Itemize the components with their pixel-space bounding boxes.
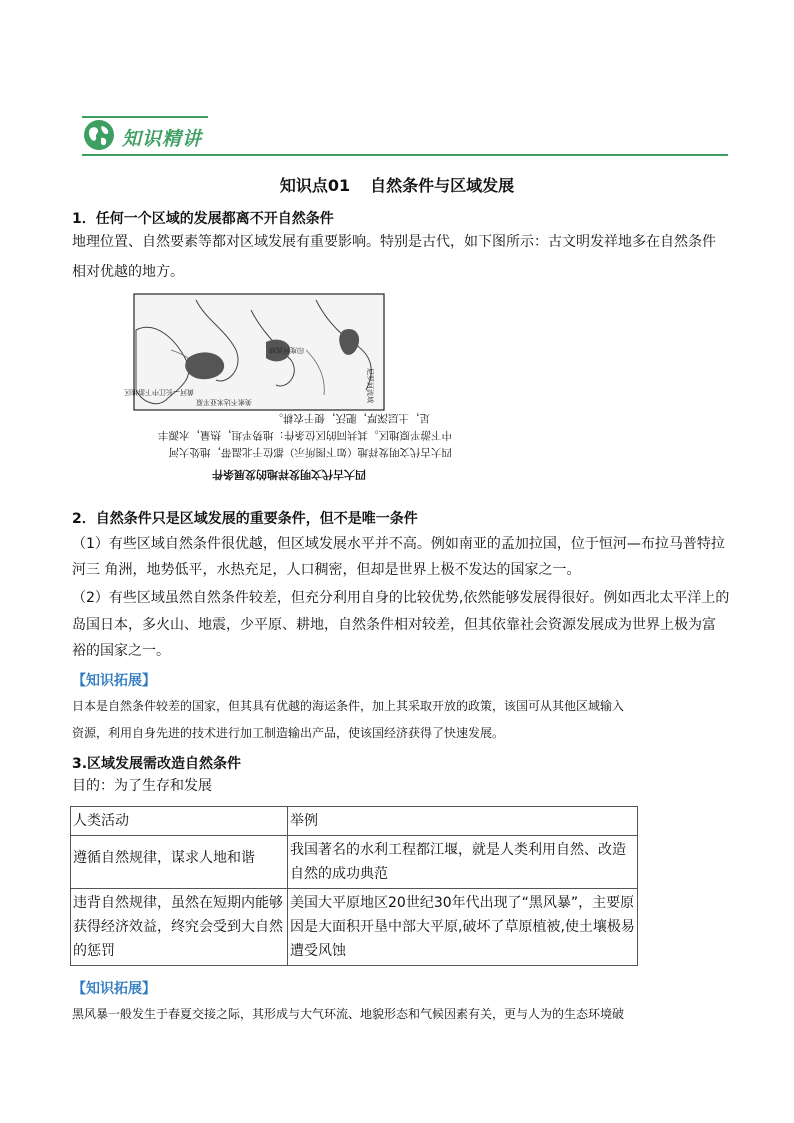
table-header-cell: 举例: [288, 807, 638, 836]
section2-line: 河三 角洲，地势低平，水热充足，人口稠密，但却是世界上极不发达的国家之一。: [72, 562, 581, 578]
table-cell: 美国大平原地区20世纪30年代出现了“黑风暴”，主要原因是大面积开垦中部大平原,破坏了草原植被,使土壤极易遭受风蚀: [288, 889, 638, 966]
map-label: 黄河—长江中下游地区: [124, 388, 194, 396]
section3-heading: 3.区域发展需改造自然条件: [72, 756, 242, 772]
human-activity-table: [70, 806, 638, 966]
map-label: 尼罗河流域: [366, 368, 374, 403]
section1-heading: 1．任何一个区域的发展都离不开自然条件: [72, 211, 334, 227]
knowledge-point-title: [0, 173, 794, 196]
banner-title: 知识精讲: [122, 128, 203, 150]
table-header-cell: 人类活动: [71, 807, 288, 836]
table-cell: 我国著名的水利工程都江堰，就是人类利用自然、改造自然的成功典范: [288, 836, 638, 889]
banner-divider: [82, 154, 728, 156]
knowledge-point-number: 知识点01: [279, 176, 351, 195]
map-label: 美索不达米亚平原: [196, 398, 252, 406]
table-cell: 遵循自然规律，谋求人地和谐: [71, 836, 288, 889]
banner-top-line: [82, 116, 208, 118]
section2-line: （2）有些区域虽然自然条件较差，但充分利用自身的比较优势,依然能够发展得很好。例如西北太平洋上的: [72, 590, 730, 606]
section2-line: 岛国日本，多火山、地震，少平原、耕地，自然条件相对较差，但其依靠社会资源发展成为世界上极为富: [72, 617, 716, 633]
section3-purpose: 目的：为了生存和发展: [72, 778, 212, 794]
figure-caption-title: 四大古代文明发祥地的发展条件: [212, 468, 366, 481]
table-cell: 违背自然规律，虽然在短期内能够获得经济效益，终究会受到大自然的惩罚: [71, 889, 288, 966]
table-row: [71, 836, 638, 889]
map-image: [76, 290, 456, 495]
ancient-civilizations-figure: [76, 290, 456, 495]
section2-heading: 2．自然条件只是区域发展的重要条件，但不是唯一条件: [72, 511, 418, 527]
globe-icon: [84, 120, 114, 150]
section1-line2: 相对优越的地方。: [72, 264, 184, 280]
map-label: 印度河流域: [269, 346, 304, 354]
figure-caption-line: 足，土层深厚，肥沃，便于农耕。: [272, 412, 430, 424]
note2-line: 黑风暴一般发生于春夏交接之际，其形成与大气环流、地貌形态和气候因素有关，更与人为的生态环境破: [72, 1007, 625, 1021]
figure-caption-line: 中下游平原地区。其共同的区位条件：地势平坦，热量，水源丰: [158, 429, 452, 441]
knowledge-extension-tag: 【知识拓展】: [72, 673, 156, 689]
knowledge-point-name: 自然条件与区域发展: [370, 176, 515, 195]
figure-caption-line: 四大古代文明发祥地（如下图所示）都位于北温带，地处大河: [168, 446, 452, 458]
note1-line: 日本是自然条件较差的国家，但其具有优越的海运条件，加上其采取开放的政策，该国可从其他区域输入: [72, 699, 625, 713]
knowledge-extension-tag: 【知识拓展】: [72, 981, 156, 997]
section2-line: （1）有些区域自然条件很优越，但区域发展水平并不高。例如南亚的孟加拉国，位于恒河—布拉马普特拉: [72, 536, 725, 552]
section2-line: 裕的国家之一。: [72, 643, 170, 659]
table-header-row: [71, 807, 638, 836]
note1-line: 资源，利用自身先进的技术进行加工制造输出产品，使该国经济获得了快速发展。: [72, 726, 505, 740]
table-row: [71, 889, 638, 966]
section1-line1: 地理位置、自然要素等都对区域发展有重要影响。特别是古代，如下图所示：古文明发祥地多在自然条件: [72, 234, 716, 250]
